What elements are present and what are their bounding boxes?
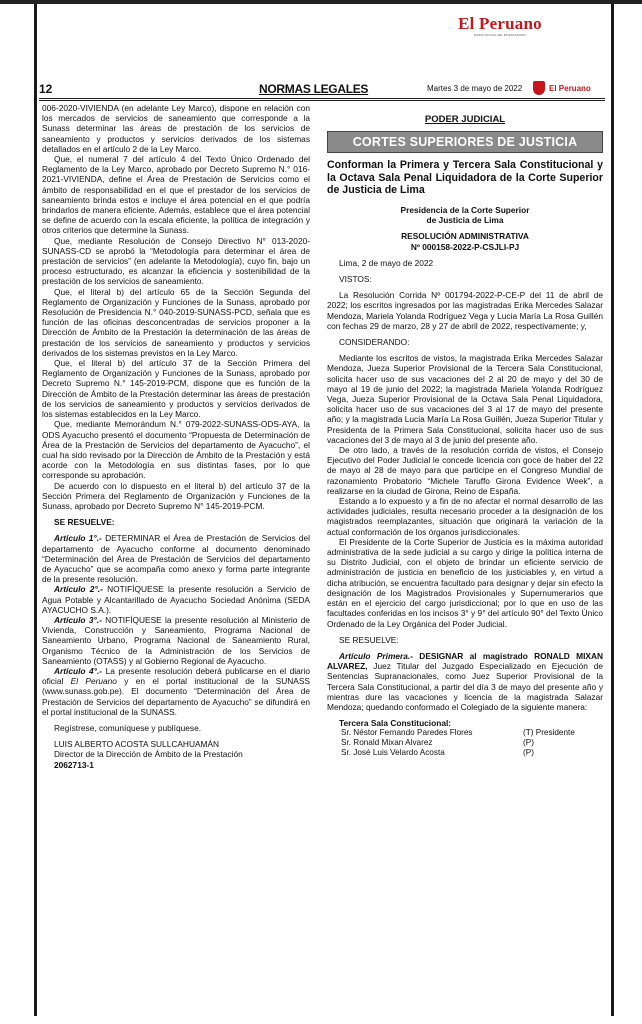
place-date: Lima, 2 de mayo de 2022 — [339, 257, 434, 268]
article-4-text-post: y en el portal institucional de la SUNASS (www.sunass.gob.pe). El documento “Determinación del Área de Prestación de Servicios del departamento de Ayacucho” se difundirá en el portal institucional de la SUNASS. — [42, 676, 310, 717]
article-4-newspaper: El Peruano — [70, 676, 117, 687]
article-3-text: NOTIFÍQUESE la presente resolución al Ministerio de Vivienda, Construcción y Saneamiento, Programa Nacional de Saneamiento Urbano, Programa Nacional de Saneamiento Rural, Organismo Técnico de la Administración de los Servicios de Saneamiento (OTASS) y al Gobierno Regional de Ayacucho. — [42, 614, 310, 666]
article-3 — [42, 615, 310, 666]
paragraph: Que, el numeral 7 del artículo 4 del Texto Único Ordenado del Reglamento de la Ley Marco, aprobado por Decreto Supremo N.° 016-2021-VIVIENDA, define el Área de Prestación de Servicios como el ámbito de responsabilidad en el que el prestador de los servicios de saneamiento brinda estos e incluye el área potencial en el que podría brindarlos de manera eficiente. Además, establece que el área potencial se define de acuerdo con la escala eficiente, la política de integración y otros criterios que determine la Sunass. — [42, 154, 310, 236]
coat-of-arms-icon — [533, 81, 545, 95]
page-header — [39, 81, 605, 97]
masthead-tagline: DIARIO OFICIAL DEL BICENTENARIO — [473, 33, 527, 37]
section-title: NORMAS LEGALES — [259, 82, 369, 96]
article-primera-text: Juez Titular del Juzgado Especializado en Ejecución de Sentencias Supranacionales, como Juez Superior Provisional de la Tercera Sala Constitucional, a partir del día 3 de mayo del presente año y mientras dure las vacaciones y licencia de la magistrada Salazar Mendoza; quedando conformado el Colegiado de la siguiente manera: — [327, 661, 603, 712]
closing-line: Regístrese, comuníquese y publíquese. — [54, 722, 202, 733]
article-1-text: DETERMINAR el Área de Prestación de Servicios del departamento de Ayacucho conforme al documento denominado “Determinación del Área de Prestación de Servicios del departamento de Ayacucho” que se acompaña como anexo y forma parte integrante de la presente resolución. — [42, 533, 310, 585]
paragraph: Que, el literal b) del artículo 65 de la Sección Segunda del Reglamento de Organización y Funciones de la Sunass, aprobado por Resolución de Presidencia N.° 040-2019-SUNASS-PCD, señala que es función de las oficinas desconcentradas de servicios proponer a la Dirección de Ámbito de la Prestación la determinación de las áreas de prestación de los servicios de saneamiento y productos y servicios derivados de los sistemas previstos en la Ley Marco. — [42, 286, 310, 358]
resolution-number: Nº 000158-2022-P-CSJLI-PJ — [410, 241, 520, 252]
masthead-name: El Peruano — [458, 14, 542, 33]
page-number: 12 — [39, 82, 53, 96]
header-divider — [39, 98, 605, 99]
table-row — [327, 728, 603, 738]
right-column — [327, 114, 603, 757]
article-2 — [42, 584, 310, 615]
resolution-line-1: RESOLUCIÓN ADMINISTRATIVA — [401, 231, 529, 242]
paragraph: Mediante los escritos de vistos, la magistrada Erika Mercedes Salazar Mendoza, Jueza Superior Provisional de la Tercera Sala Constitucional, solicita hacer uso de sus vacaciones del 2 al 20 de mayo y del 30 de mayo al 19 de junio del 2022; la magistrada Mariela Yolanda Rodríguez Vega, Jueza Superior Provisional de la Octava Sala Penal Liquidadora, solicita hacer uso de sus vacaciones del 3 al 17 de mayo del presente año; y la magistrada Lucia María La Rosa Guillén, Jueza Superior Titular y Presidenta de la Primera Sala Constitucional, solicita hacer uso de sus vacaciones del 3 de mayo al 3 de junio del presente año. — [327, 353, 603, 445]
member-name: Sr. Ronald Mixan Alvarez — [341, 737, 433, 747]
paragraph: Que, el literal b) del artículo 37 de la Sección Primera del Reglamento de Organización y Funciones de la Sunass, aprobado por Decreto Supremo N.° 145-2019-PCM, dispone que es función de la Dirección de Ámbito de la Prestación determinar las áreas de prestación de los servicios de saneamiento y productos y servicios derivados de los sistemas establecidos en la Ley Marco. — [42, 358, 310, 420]
header-brand: El Peruano — [549, 84, 591, 93]
member-role: (P) — [523, 747, 534, 757]
article-2-label: Artículo 2°.- — [54, 584, 103, 595]
vistos-heading: VISTOS: — [339, 274, 372, 284]
considerando-heading: CONSIDERANDO: — [339, 337, 410, 348]
members-table — [327, 728, 603, 757]
article-1 — [42, 533, 310, 584]
article-4 — [42, 666, 310, 717]
newspaper-page — [34, 4, 614, 1016]
document-code: 2062713-1 — [54, 759, 94, 770]
presidency-line-1: Presidencia de la Corte Superior — [400, 204, 530, 215]
poder-judicial-heading: PODER JUDICIAL — [424, 114, 506, 125]
table-row — [327, 738, 603, 748]
section-banner: CORTES SUPERIORES DE JUSTICIA — [327, 131, 603, 153]
article-primera-designation: DESIGNAR al magistrado RONALD MIXAN ALVAREZ, — [327, 650, 604, 672]
se-resuelve-heading: SE RESUELVE: — [339, 634, 399, 645]
table-title: Tercera Sala Constitucional: — [339, 718, 452, 729]
header-divider-2 — [39, 100, 605, 101]
member-role: (P) — [523, 737, 534, 747]
masthead-logo — [450, 14, 550, 37]
article-4-text-pre: La presente resolución deberá publicarse en el diario oficial — [42, 665, 310, 687]
issue-date: Martes 3 de mayo de 2022 — [427, 84, 523, 93]
article-3-label: Artículo 3°.- — [54, 614, 102, 625]
left-column — [42, 103, 310, 770]
member-name: Sr. Néstor Fernando Paredes Flores — [341, 728, 473, 738]
paragraph: Que, mediante Resolución de Consejo Directivo N° 013-2020-SUNASS-CD se aprobó la “Metodología para determinar el área de prestación de servicios” (en adelante la Metodología), cuyo fin, bajo un proceso estructurado, es alcanzar la eficiencia y sostenibilidad de la prestación de los servicios de saneamiento. — [42, 235, 310, 287]
paragraph: 006-2020-VIVIENDA (en adelante Ley Marco), dispone en relación con los mercados de servicios de saneamiento que corresponde a la Sunass determinar las áreas de prestación de los servicios de saneamiento y productos y servicios derivados de los sistemas detallados en el artículo 2 de la Ley Marco. — [42, 103, 310, 154]
vistos-text: La Resolución Corrida Nº 001794-2022-P-CE-P del 11 de abril de 2022; los escritos ingresados por las magistradas Erika Mercedes Salazar Mendoza, Mariela Yolanda Rodríguez Vega y Lucia María La Rosa Guillén con fechas 29 de marzo, 28 y 27 de abril de 2022, respectivamente; y, — [327, 290, 603, 331]
paragraph: El Presidente de la Corte Superior de Justicia es la máxima autoridad administrativa de la sede judicial a su cargo y dirige la política interna de su Distrito Judicial, con el objeto de brindar un eficiente servicio de administración de justicia en beneficio de los justiciables y, en virtud a dicha atribución, se encuentra facultado para designar y dejar sin efecto la designación de los Magistrados Provisionales y Supernumerarios que están en el ejercicio del cargo jurisdiccional; por lo que en uso de las facultades conferidas en los incisos 3° y 9° del artículo 90° del Texto Único Ordenado de la Ley Orgánica del Poder Judicial. — [327, 536, 603, 629]
article-2-text: NOTIFÍQUESE la presente resolución a Servicio de Agua Potable y Alcantarillado de Ayacucho Sociedad Anónima (SEDA AYACUCHO S.A.). — [42, 584, 310, 615]
article-4-label: Artículo 4°.- — [54, 665, 103, 676]
signer-name: LUIS ALBERTO ACOSTA SULLCAHUAMÁN — [54, 739, 220, 750]
article-primera — [327, 651, 603, 712]
article-1-label: Artículo 1°.- — [54, 533, 102, 544]
member-role: (T) Presidente — [523, 728, 575, 738]
paragraph: Que, mediante Memorándum N.° 079-2022-SUNASS-ODS-AYA, la ODS Ayacucho presentó el documento “Propuesta de Determinación de Área de la Prestación de Servicios del departamento de Ayacucho”, el cual ha sido revisado por la Dirección de Ámbito de la Prestación y está acorde con la Metodología en sus distintas fases, por lo que corresponde su aprobación. — [42, 419, 310, 481]
resolution-title: Conforman la Primera y Tercera Sala Constitucional y la Octava Sala Penal Liquidadora de la Corte Superior de Justicia de Lima — [327, 159, 603, 197]
paragraph: De otro lado, a través de la resolución corrida de vistos, el Consejo Ejecutivo del Poder Judicial le concede licencia con goce de haber del 22 de mayo al 28 de mayo para que participe en el Congreso Mundial de razonamiento Probatorio “Michele Taruffo Girona Evidence Week”, a realizarse en la ciudad de Girona, Reino de España. — [327, 445, 603, 496]
table-row — [327, 748, 603, 758]
se-resuelve-heading: SE RESUELVE: — [54, 517, 115, 528]
member-name: Sr. José Luis Velardo Acosta — [341, 747, 445, 757]
article-primera-label: Artículo Primera.- — [339, 650, 413, 661]
signer-title: Director de la Dirección de Ámbito de la Prestación — [54, 749, 243, 760]
paragraph: De acuerdo con lo dispuesto en el literal b) del artículo 37 de la Sección Primera del Reglamento de Organización y Funciones de la Sunass, aprobado por Decreto Supremo N° 145-2019-PCM. — [42, 480, 310, 511]
paragraph: Estando a lo expuesto y a fin de no afectar el normal desarrollo de las actividades judiciales, resulta necesario proceder a la designación de los magistrados reemplazantes, situación que originará la variación de la actual conformación de los órganos jurisdiccionales. — [327, 496, 603, 537]
presidency-line-2: de Justicia de Lima — [426, 215, 504, 226]
